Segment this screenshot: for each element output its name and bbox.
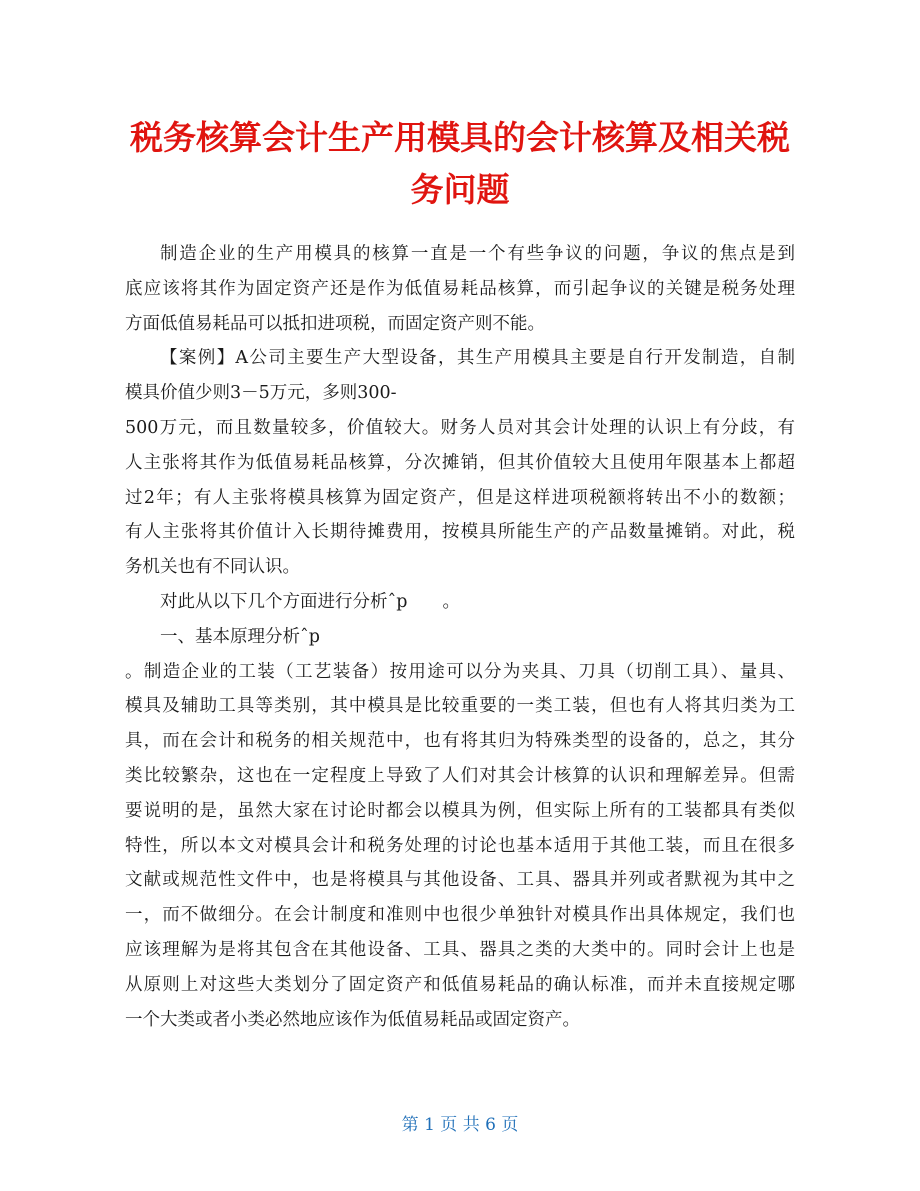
paragraph-2-line-3: 500万元，而且数量较多，价值较大。财务人员对其会计处理的认识上有分歧，有 <box>125 417 795 438</box>
page-footer <box>0 1113 920 1137</box>
paragraph-4-line-7: 文献或规范性文件中，也是将模具与其他设备、工具、器具并列或者默视为其中之 <box>125 870 795 891</box>
paragraph-1-line-3: 方面低值易耗品可以抵扣进项税，而固定资产则不能。 <box>125 313 545 334</box>
section-heading-1: 一、基本原理分析ˆp <box>160 626 320 647</box>
page-number-label: 第 1 页 共 6 页 <box>401 1115 519 1135</box>
paragraph-2-line-7: 务机关也有不同认识。 <box>125 557 300 578</box>
paragraph-1-line-1: 制造企业的生产用模具的核算一直是一个有些争议的问题，争议的焦点是到 <box>160 244 795 264</box>
paragraph-4-line-1: 。制造企业的工装（工艺装备）按用途可以分为夹具、刀具（切削工具）、量具、 <box>125 661 795 682</box>
title-line-2: 务问题 <box>410 170 510 209</box>
paragraph-4-line-6: 特性，所以本文对模具会计和税务处理的讨论也基本适用于其他工装，而且在很多 <box>125 835 795 856</box>
paragraph-4-line-8: 一，而不做细分。在会计制度和准则中也很少单独针对模具作出具体规定，我们也 <box>125 905 795 926</box>
paragraph-4-line-2: 模具及辅助工具等类别，其中模具是比较重要的一类工装，但也有人将其归类为工 <box>125 696 795 717</box>
title-line-1: 税务核算会计生产用模具的会计核算及相关税 <box>130 118 790 157</box>
document-body <box>125 237 795 1037</box>
paragraph-4-line-11: 一个大类或者小类必然地应该作为低值易耗品或固定资产。 <box>125 1009 580 1030</box>
paragraph-4-line-4: 类比较繁杂，这也在一定程度上导致了人们对其会计核算的认识和理解差异。但需 <box>125 765 795 786</box>
paragraph-1-line-2: 底应该将其作为固定资产还是作为低值易耗品核算，而引起争议的关键是税务处理 <box>125 278 795 299</box>
paragraph-2-line-5: 过2年；有人主张将模具核算为固定资产，但是这样进项税额将转出不小的数额； <box>125 487 795 508</box>
paragraph-4-line-5: 要说明的是，虽然大家在讨论时都会以模具为例，但实际上所有的工装都具有类似 <box>125 800 795 821</box>
paragraph-4-line-9: 应该理解为是将其包含在其他设备、工具、器具之类的大类中的。同时会计上也是 <box>125 939 795 960</box>
paragraph-4-line-3: 具，而在会计和税务的相关规范中，也有将其归为特殊类型的设备的，总之，其分 <box>125 731 795 752</box>
paragraph-4-line-10: 从原则上对这些大类划分了固定资产和低值易耗品的确认标准，而并未直接规定哪 <box>125 974 795 995</box>
paragraph-2-line-4: 人主张将其作为低值易耗品核算，分次摊销，但其价值较大且使用年限基本上都超 <box>125 452 795 473</box>
document-title <box>120 112 800 216</box>
paragraph-2-line-2: 模具价值少则3－5万元，多则300- <box>125 383 397 404</box>
paragraph-3: 对此从以下几个方面进行分析ˆp 。 <box>160 591 460 612</box>
paragraph-2-line-1: 【案例】A公司主要生产大型设备，其生产用模具主要是自行开发制造，自制 <box>160 348 795 369</box>
paragraph-2-line-6: 有人主张将其价值计入长期待摊费用，按模具所能生产的产品数量摊销。对此，税 <box>125 522 795 543</box>
